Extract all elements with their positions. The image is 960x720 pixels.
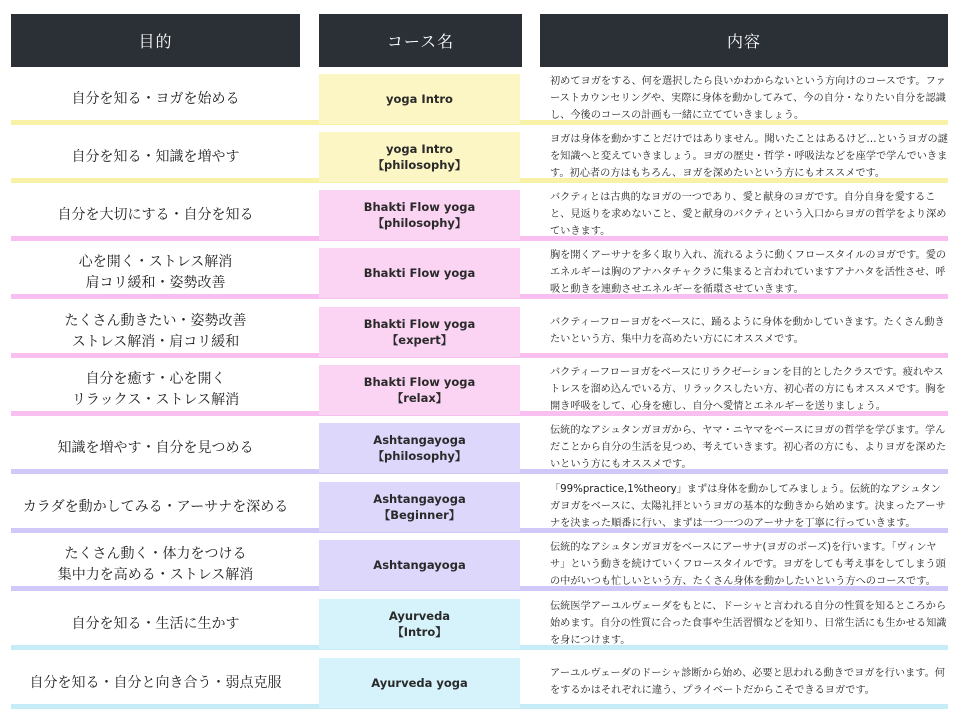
table-row <box>0 597 960 655</box>
course-name-line: yoga Intro <box>386 142 453 156</box>
course-name-line: Bhakti Flow yoga <box>363 200 476 214</box>
purpose-line: 自分を大切にする・自分を知る <box>57 206 254 223</box>
purpose-line: リラックス・ストレス解消 <box>71 392 240 408</box>
content-text: 伝統的なアシュタンガヨガをベースにアーサナ(ヨガのポーズ)を行います。「ヴィンヤサ」という動きを続けていくフロースタイルです。ヨガをしても考え事をしてしまう頭の中がいつも忙しいという方、たくさん身体を動かしたいという方へのコースです。 <box>550 541 946 587</box>
content-cell <box>550 363 948 415</box>
course-name-line: 【philosophy】 <box>372 216 467 230</box>
course-name-cell <box>319 132 520 182</box>
course-name-line: 【Beginner】 <box>378 508 461 522</box>
course-name-cell <box>319 190 520 240</box>
purpose-line: 自分を知る・生活に生かす <box>71 615 240 632</box>
course-name-cell <box>319 74 520 124</box>
content-text: バクティーフローヨガをベースに、踊るように身体を動かしていきます。たくさん動きたいという方、集中力を高めたい方ににオススメです。 <box>550 317 945 345</box>
purpose-cell <box>11 658 300 708</box>
course-name-line: 【philosophy】 <box>372 158 467 172</box>
course-name-cell <box>319 365 520 415</box>
purpose-column-header: 目的 <box>11 14 300 67</box>
content-cell <box>550 130 948 182</box>
course-name-line: Ashtangayoga <box>373 492 466 506</box>
content-text: アーユルヴェーダのドーシャ診断から始め、必要と思われる動きでヨガを行います。何をするかはそれぞれに違う、プライベートだからこそできるヨガです。 <box>550 668 945 696</box>
table-row <box>0 72 960 130</box>
course-name-line: Ashtangayoga <box>373 433 466 447</box>
content-text: 「99%practice,1%theory」まずは身体を動かしてみましょう。伝統的なアシュタンガヨガをベースに、太陽礼拝というヨガの基本的な動きから始めます。決まったアーサナを決まった順番に行い、まずは一つ一つのアーサナを丁寧に行っていきます。 <box>550 483 946 529</box>
purpose-line: カラダを動かしてみる・アーサナを深める <box>22 498 289 515</box>
purpose-line: 知識を増やす・自分を見つめる <box>57 439 254 456</box>
purpose-cell <box>11 540 300 590</box>
content-cell <box>550 597 948 649</box>
course-name-line: 【expert】 <box>386 333 453 347</box>
purpose-cell <box>11 599 300 649</box>
purpose-cell <box>11 482 300 532</box>
table-row <box>0 421 960 479</box>
course-name-line: yoga Intro <box>386 92 453 106</box>
table-row <box>0 538 960 596</box>
content-column-header: 内容 <box>540 14 948 67</box>
table-row <box>0 656 960 714</box>
purpose-line: 自分を知る・自分と向き合う・弱点克服 <box>29 674 282 691</box>
purpose-cell <box>11 74 300 124</box>
purpose-cell <box>11 248 300 298</box>
content-text: 初めてヨガをする、何を選択したら良いかわからないという方向けのコースです。ファーストカウンセリングや、実際に身体を動かしてみて、今の自分・なりたい自分を認識し、今後のコースの計画も一緒に立てていきましょう。 <box>550 75 946 121</box>
content-text: 胸を開くアーサナを多く取り入れ、流れるように動くフロースタイルのヨガです。愛のエネルギーは胸のアナハタチャクラに集まると言われていますアナハタを活性させ、呼吸と動きを連動させエネルギーを循環させていきます。 <box>550 249 947 295</box>
purpose-cell <box>11 423 300 473</box>
course-name-cell <box>319 307 520 357</box>
course-name-cell <box>319 248 520 298</box>
purpose-line: 集中力を高める・ストレス解消 <box>57 567 254 583</box>
purpose-line: 心を開く・ストレス解消 <box>78 254 233 270</box>
content-cell <box>550 246 948 298</box>
content-text: 伝統医学アーユルヴェーダをもとに、ドーシャと言われる自分の性質を知るところから始めます。自分の性質に合った食事や生活習慣などを知り、日常生活にも生かせる知識を身につけます。 <box>550 600 947 646</box>
purpose-line: たくさん動く・体力をつける <box>64 546 247 562</box>
course-name-line: Ashtangayoga <box>373 558 466 572</box>
course-name-line: Bhakti Flow yoga <box>363 317 476 331</box>
purpose-cell <box>11 365 300 415</box>
table-row <box>0 188 960 246</box>
content-cell <box>550 656 948 708</box>
content-cell <box>550 480 948 532</box>
purpose-cell <box>11 190 300 240</box>
content-cell <box>550 72 948 124</box>
content-cell <box>550 421 948 473</box>
purpose-line: 肩コリ緩和・姿勢改善 <box>85 275 226 291</box>
table-row <box>0 480 960 538</box>
content-text: ヨガは身体を動かすことだけではありません。聞いたことはあるけど…というヨガの謎を知識へと変えていきましょう。ヨガの歴史・哲学・呼吸法などを座学で学んでいきます。初心者の方はもちろん、ヨガを深めたいという方にもオススメです。 <box>550 133 948 179</box>
table-row <box>0 305 960 363</box>
course-name-line: Ayurveda <box>388 609 451 623</box>
purpose-line: 自分を癒す・心を開く <box>85 371 226 387</box>
purpose-line: たくさん動きたい・姿勢改善 <box>64 313 247 329</box>
content-cell <box>550 305 948 357</box>
course-name-line: 【relax】 <box>391 391 448 405</box>
table-row <box>0 130 960 188</box>
course-name-line: 【Intro】 <box>392 625 447 639</box>
table-row <box>0 246 960 304</box>
purpose-cell <box>11 307 300 357</box>
course-name-line: Ayurveda yoga <box>371 676 468 690</box>
course-name-line: Bhakti Flow yoga <box>363 375 476 389</box>
course-name-cell <box>319 482 520 532</box>
content-cell <box>550 538 948 590</box>
course-column-header: コース名 <box>319 14 522 67</box>
table-row <box>0 363 960 421</box>
course-name-cell <box>319 540 520 590</box>
course-name-cell <box>319 658 520 708</box>
content-text: 伝統的なアシュタンガヨガから、ヤマ・ニヤマをベースにヨガの哲学を学びます。学んだことから自分の生活を見つめ、考えていきます。初心者の方にも、よりヨガを深めたいという方にもオススメです。 <box>550 424 947 470</box>
content-cell <box>550 188 948 240</box>
course-name-line: Bhakti Flow yoga <box>363 266 476 280</box>
purpose-cell <box>11 132 300 182</box>
course-name-cell <box>319 599 520 649</box>
purpose-line: 自分を知る・知識を増やす <box>71 148 240 165</box>
course-name-line: 【philosophy】 <box>372 449 467 463</box>
content-text: バクティーフローヨガをベースにリラクゼーションを目的としたクラスです。疲れやストレスを溜め込んでいる方、リラックスしたい方、初心者の方にもオススメです。胸を開き呼吸をして、心身を癒し、自分へ愛情とエネルギーを送りましょう。 <box>550 366 946 412</box>
course-name-cell <box>319 423 520 473</box>
purpose-line: ストレス解消・肩コリ緩和 <box>71 334 240 350</box>
purpose-line: 自分を知る・ヨガを始める <box>71 90 240 107</box>
content-text: バクティとは古典的なヨガの一つであり、愛と献身のヨガです。自分自身を愛すること、見返りを求めないこと、愛と献身のバクティという入口からヨガの哲学をより深めていきます。 <box>550 191 947 237</box>
